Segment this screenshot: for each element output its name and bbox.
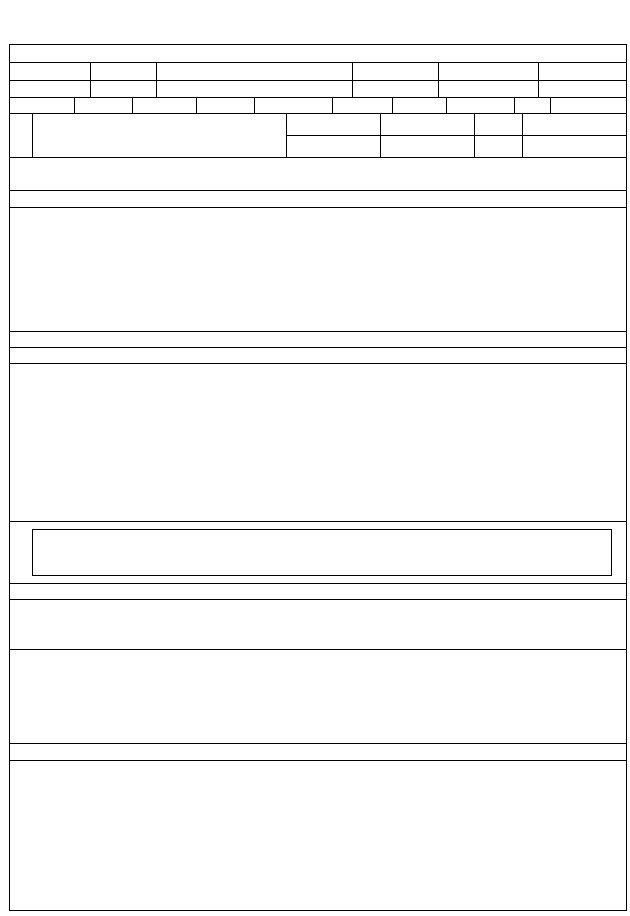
reason-text-area[interactable] <box>10 207 626 331</box>
form-frame <box>9 44 627 911</box>
subtotal-box <box>32 529 612 576</box>
